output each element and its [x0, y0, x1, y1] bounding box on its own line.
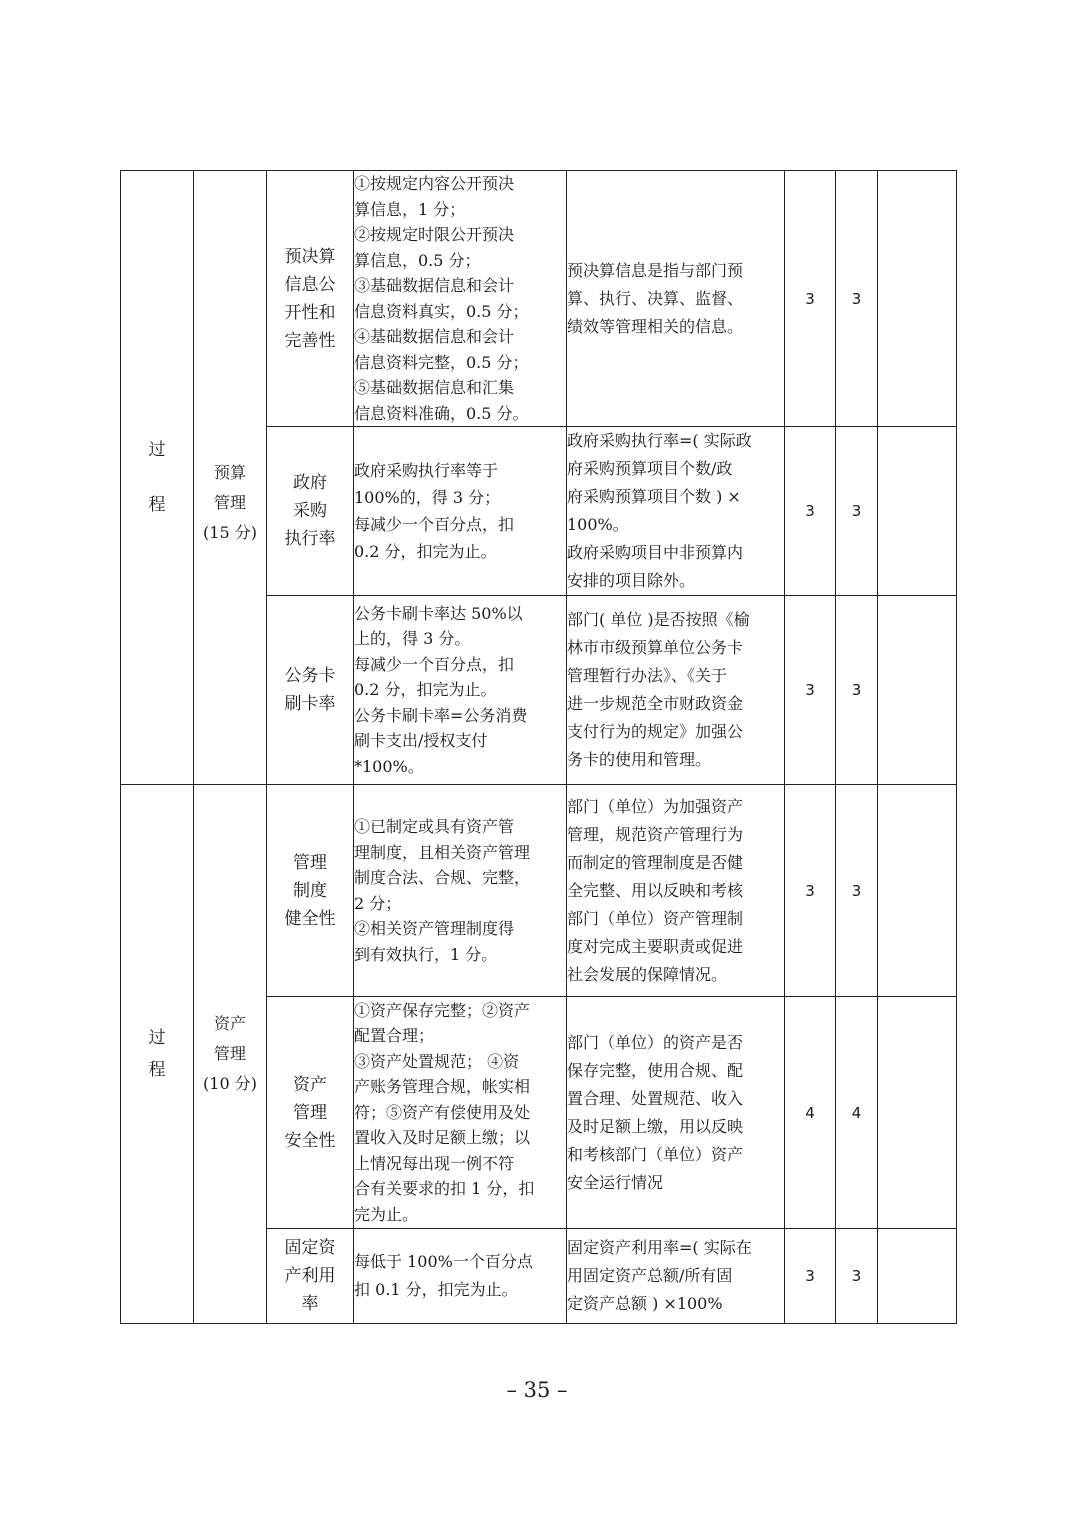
full-score-cell: 3	[785, 596, 836, 785]
category-cell: 过 程	[121, 171, 194, 785]
indicator-cell: 固定资 产利用 率	[267, 1229, 354, 1324]
indicator-cell: 管理 制度 健全性	[267, 785, 354, 997]
page-number: – 35 –	[506, 1378, 568, 1402]
score-cell: 4	[836, 997, 878, 1229]
full-score-cell: 3	[785, 171, 836, 427]
note-cell: 预决算信息是指与部门预 算、执行、决算、监督、 绩效等管理相关的信息。	[567, 171, 785, 427]
remark-cell	[878, 596, 957, 785]
table-row	[121, 785, 957, 997]
table-row	[121, 171, 957, 427]
full-score-cell: 3	[785, 785, 836, 997]
full-score-cell: 3	[785, 1229, 836, 1324]
note-cell: 固定资产利用率=( 实际在 用固定资产总额/所有固 定资产总额 ) ×100%	[567, 1229, 785, 1324]
evaluation-table	[120, 170, 957, 1324]
indicator-cell: 政府 采购 执行率	[267, 427, 354, 596]
criteria-cell: 每低于 100%一个百分点 扣 0.1 分，扣完为止。	[354, 1229, 567, 1324]
criteria-cell: 政府采购执行率等于 100%的，得 3 分； 每减少一个百分点，扣 0.2 分，扣完为止。	[354, 427, 567, 596]
full-score-cell: 3	[785, 427, 836, 596]
subgroup-cell: 预算 管理 (15 分)	[194, 171, 267, 785]
indicator-cell: 预决算 信息公 开性和 完善性	[267, 171, 354, 427]
criteria-cell: ①资产保存完整；②资产 配置合理； ③资产处置规范； ④资 产账务管理合规，帐实相 符；⑤资产有偿使用及处 置收入及时足额上缴；以 上情况每出现一例不符 合有关要求的扣 1 分，扣 完为止。	[354, 997, 567, 1229]
score-cell: 3	[836, 1229, 878, 1324]
score-cell: 3	[836, 785, 878, 997]
note-cell: 部门（单位）的资产是否 保存完整，使用合规、配 置合理、处置规范、收入 及时足额上缴，用以反映 和考核部门（单位）资产 安全运行情况	[567, 997, 785, 1229]
remark-cell	[878, 427, 957, 596]
subgroup-cell: 资产 管理 (10 分)	[194, 785, 267, 1324]
criteria-cell: 公务卡刷卡率达 50%以 上的，得 3 分。 每减少一个百分点，扣 0.2 分，扣完为止。 公务卡刷卡率=公务消费 刷卡支出/授权支付 *100%。	[354, 596, 567, 785]
indicator-cell: 公务卡 刷卡率	[267, 596, 354, 785]
note-cell: 部门( 单位 )是否按照《榆 林市市级预算单位公务卡 管理暂行办法》、《关于 进一步规范全市财政资金 支付行为的规定》加强公 务卡的使用和管理。	[567, 596, 785, 785]
remark-cell	[878, 1229, 957, 1324]
indicator-cell: 资产 管理 安全性	[267, 997, 354, 1229]
remark-cell	[878, 171, 957, 427]
score-cell: 3	[836, 171, 878, 427]
full-score-cell: 4	[785, 997, 836, 1229]
score-cell: 3	[836, 596, 878, 785]
note-cell: 政府采购执行率=( 实际政 府采购预算项目个数/政 府采购预算项目个数 ) × 100%。 政府采购项目中非预算内 安排的项目除外。	[567, 427, 785, 596]
criteria-cell: ①已制定或具有资产管 理制度，且相关资产管理 制度合法、合规、完整， 2 分； ②相关资产管理制度得 到有效执行，1 分。	[354, 785, 567, 997]
score-cell: 3	[836, 427, 878, 596]
criteria-cell: ①按规定内容公开预决 算信息，1 分； ②按规定时限公开预决 算信息，0.5 分； ③基础数据信息和会计 信息资料真实，0.5 分； ④基础数据信息和会计 信息资料完整，0.5 分； ⑤基础数据信息和汇集 信息资料准确，0.5 分。	[354, 171, 567, 427]
remark-cell	[878, 997, 957, 1229]
remark-cell	[878, 785, 957, 997]
note-cell: 部门（单位）为加强资产 管理，规范资产管理行为 而制定的管理制度是否健 全完整、用以反映和考核 部门（单位）资产管理制 度对完成主要职责或促进 社会发展的保障情况。	[567, 785, 785, 997]
category-cell: 过 程	[121, 785, 194, 1324]
